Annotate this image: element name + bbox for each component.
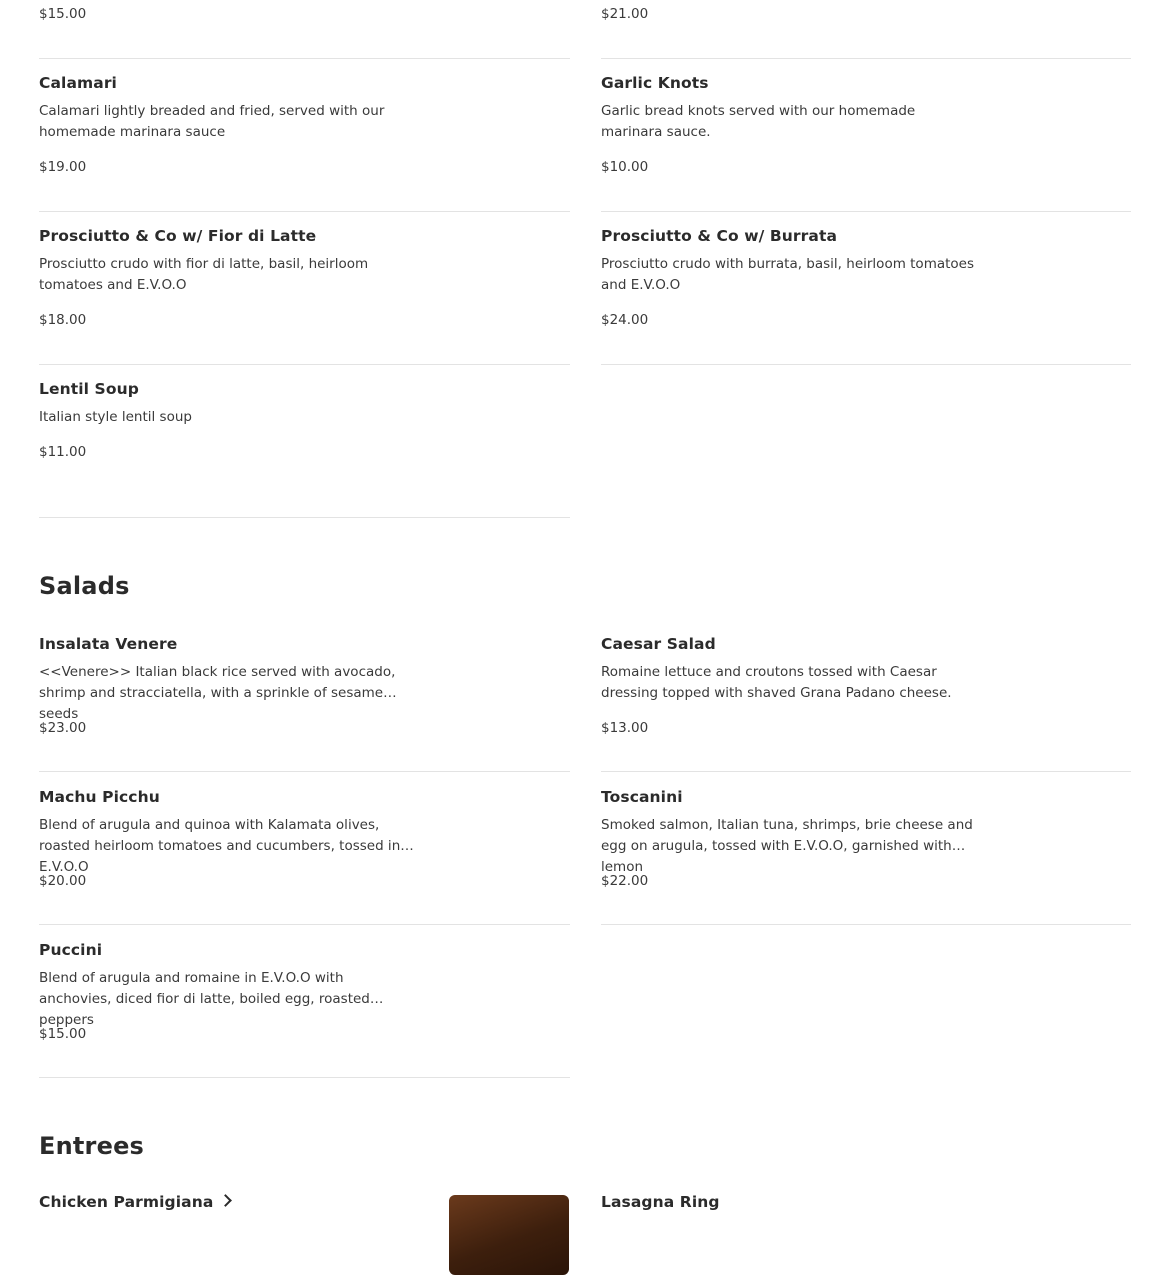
item-name: Prosciutto & Co w/ Burrata [601, 227, 838, 245]
item-description: Garlic bread knots served with our homemade marinara sauce. [601, 103, 916, 140]
item-price: $19.00 [39, 159, 87, 175]
menu-item-prosciutto-fior-di-latte[interactable] [39, 212, 570, 362]
item-description: Calamari lightly breaded and fried, served with our homemade marinara sauce [39, 103, 385, 140]
menu-item-prosciutto-burrata[interactable] [601, 212, 1131, 362]
item-price: $15.00 [39, 1026, 87, 1042]
item-price: $15.00 [39, 6, 87, 22]
section-title-salads: Salads [39, 572, 130, 600]
item-name: Prosciutto & Co w/ Fior di Latte [39, 227, 317, 245]
menu-item-insalata-venere[interactable] [39, 620, 570, 770]
item-description: <<Venere>> Italian black rice served with avocado, shrimp and stracciatella, with a sprinkle of sesame seeds [39, 664, 396, 722]
chevron-right-icon [220, 1194, 233, 1207]
item-price: $24.00 [601, 312, 649, 328]
item-name: Insalata Venere [39, 635, 178, 653]
item-name: Lasagna Ring [601, 1193, 720, 1211]
item-name: Calamari [39, 74, 117, 92]
item-description: Smoked salmon, Italian tuna, shrimps, brie cheese and egg on arugula, tossed with E.V.O.O, garnished with lemon [601, 817, 973, 875]
item-price: $20.00 [39, 873, 87, 889]
item-price: $11.00 [39, 444, 87, 460]
item-price: $21.00 [601, 6, 649, 22]
section-title-entrees: Entrees [39, 1132, 145, 1160]
menu-item-calamari[interactable] [39, 59, 570, 209]
item-price: $22.00 [601, 873, 649, 889]
divider [601, 924, 1131, 925]
menu-column-left [39, 0, 570, 1211]
item-description: Prosciutto crudo with burrata, basil, heirloom tomatoes and E.V.O.O [601, 256, 975, 293]
item-price: $18.00 [39, 312, 87, 328]
item-name: Puccini [39, 941, 103, 959]
divider [39, 517, 570, 518]
item-name [39, 1193, 230, 1211]
item-price: $23.00 [39, 720, 87, 736]
menu-item-lasagna-ring[interactable] [601, 1193, 1131, 1211]
item-name: Lentil Soup [39, 380, 139, 398]
menu-item-garlic-knots[interactable] [601, 59, 1131, 209]
item-description: Italian style lentil soup [39, 409, 192, 425]
menu-item-toscanini[interactable] [601, 772, 1131, 922]
item-name: Toscanini [601, 788, 683, 806]
item-name: Machu Picchu [39, 788, 160, 806]
item-name: Garlic Knots [601, 74, 709, 92]
item-price: $13.00 [601, 720, 649, 736]
item-description: Romaine lettuce and croutons tossed with Caesar dressing topped with shaved Grana Padano cheese. [601, 664, 952, 701]
menu-column-right [601, 0, 1131, 1211]
menu-item-caesar-salad[interactable] [601, 620, 1131, 770]
menu-item-chicken-parmigiana[interactable] [39, 1193, 570, 1211]
item-name: Caesar Salad [601, 635, 716, 653]
menu-item-machu-picchu[interactable] [39, 772, 570, 922]
divider [601, 364, 1131, 365]
divider [39, 1077, 570, 1078]
food-photo [449, 1195, 569, 1275]
menu-item-puccini[interactable] [39, 925, 570, 1075]
item-description: Prosciutto crudo with fior di latte, basil, heirloom tomatoes and E.V.O.O [39, 256, 369, 293]
menu-item-lentil-soup[interactable] [39, 365, 570, 515]
item-price: $10.00 [601, 159, 649, 175]
item-description: Blend of arugula and romaine in E.V.O.O with anchovies, diced fior di latte, boiled egg, roasted peppers [39, 970, 370, 1028]
item-description: Blend of arugula and quinoa with Kalamata olives, roasted heirloom tomatoes and cucumbers, tossed in E.V.O.O [39, 817, 401, 875]
item-name-text: Chicken Parmigiana [39, 1193, 214, 1211]
